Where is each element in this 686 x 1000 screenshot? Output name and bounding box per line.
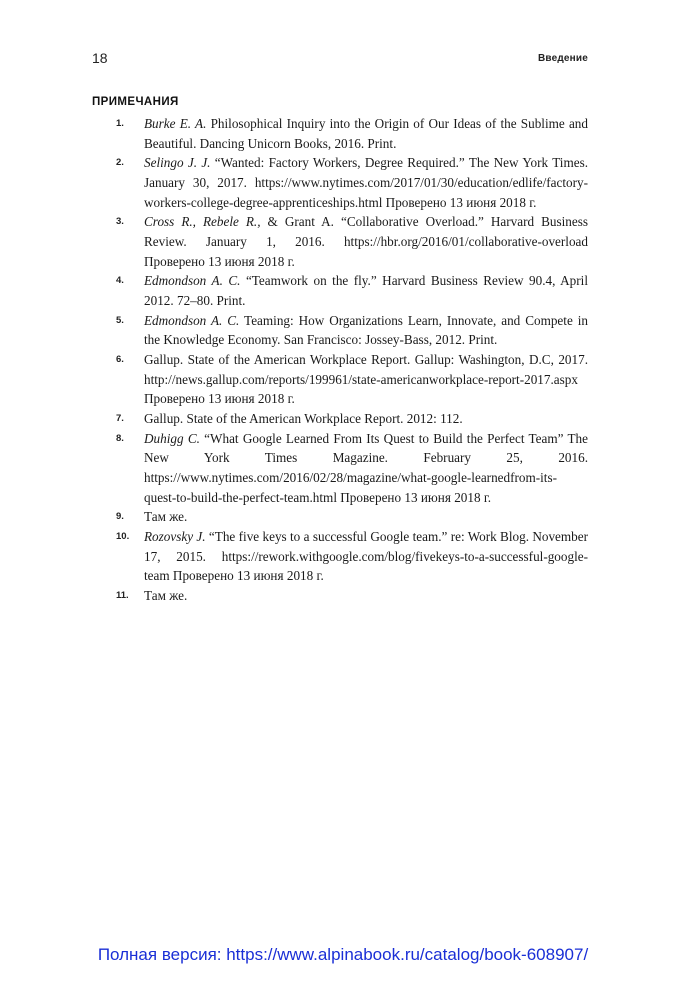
- note-number: 4.: [116, 275, 124, 287]
- note-item: [92, 507, 588, 527]
- note-item: [92, 153, 588, 212]
- notes-list: [92, 114, 588, 606]
- note-item: [92, 350, 588, 409]
- note-text: [144, 527, 588, 586]
- note-number: 2.: [116, 157, 124, 169]
- note-number: 8.: [116, 432, 124, 444]
- note-author: Edmondson A. C.: [144, 273, 241, 289]
- note-body: Gallup. State of the American Workplace Report. 2012: 112.: [144, 411, 463, 427]
- note-body: Там же.: [144, 588, 188, 604]
- note-author: Edmondson A. C.: [144, 312, 240, 328]
- note-author: Burke E. A.: [144, 116, 207, 131]
- note-body: Там же.: [144, 509, 188, 525]
- section-title: ПРИМЕЧАНИЯ: [92, 96, 179, 108]
- note-text: [144, 271, 588, 310]
- page-number: 18: [92, 50, 108, 66]
- note-item: [92, 212, 588, 271]
- note-text: [144, 212, 588, 271]
- note-body: “Wanted: Factory Workers, Degree Required.” The New York Times. January 30, 2017. https://www.nytimes.com/2017/01/30/education/edlife/factory-workers-college-degree-apprenticeships.html Проверено 13 июня 2018 г.: [144, 155, 588, 210]
- note-number: 9.: [116, 511, 124, 523]
- note-text: [144, 311, 588, 350]
- note-body: “Teamwork on the fly.” Harvard Business Review 90.4, April 2012. 72–80. Print.: [144, 273, 588, 308]
- note-number: 5.: [116, 314, 124, 326]
- note-author: Cross R., Rebele R.,: [144, 214, 261, 230]
- note-body: Teaming: How Organizations Learn, Innovate, and Compete in the Knowledge Economy. San Francisco: Jossey-Bass, 2012. Print.: [144, 312, 588, 348]
- note-text: [144, 114, 588, 153]
- running-head: Введение: [537, 53, 588, 64]
- note-number: 6.: [116, 354, 124, 366]
- full-version-link[interactable]: Полная версия: https://www.alpinabook.ru/catalog/book-608907/: [97, 945, 589, 964]
- note-item: [92, 527, 588, 586]
- note-item: [92, 586, 588, 606]
- note-author: Rozovsky J.: [144, 529, 206, 545]
- note-text: [144, 153, 588, 212]
- note-number: 1.: [116, 118, 124, 129]
- note-author: Duhigg C.: [144, 430, 200, 446]
- note-text: [144, 586, 588, 606]
- note-item: [92, 114, 588, 153]
- note-number: 11.: [116, 590, 129, 602]
- note-text: [144, 409, 588, 429]
- note-item: [92, 429, 588, 507]
- note-item: [92, 311, 588, 350]
- note-item: [92, 271, 588, 310]
- note-number: 10.: [116, 531, 130, 543]
- note-body: “What Google Learned From Its Quest to Build the Perfect Team” The New York Times Magazine. February 25, 2016. https://www.nytimes.com/2016/02/28/magazine/what-google-learnedfrom-its-quest-to-build-the-perfect-team.html Проверено 13 июня 2018 г.: [144, 430, 588, 505]
- note-number: 7.: [116, 413, 124, 425]
- note-text: [144, 350, 588, 409]
- note-text: [144, 507, 588, 527]
- note-body: Philosophical Inquiry into the Origin of Our Ideas of the Sublime and Beautiful. Dancing Unicorn Books, 2016. Print.: [144, 116, 588, 151]
- note-number: 3.: [116, 216, 124, 228]
- note-text: [144, 429, 588, 507]
- note-body: Gallup. State of the American Workplace Report. Gallup: Washington, D.C, 2017. http://news.gallup.com/reports/199961/state-americanworkplace-report-2017.aspx Проверено 13 июня 2018 г.: [144, 352, 588, 407]
- note-author: Selingo J. J.: [144, 155, 211, 171]
- note-body: & Grant A. “Collaborative Overload.” Harvard Business Review. January 1, 2016. https://hbr.org/2016/01/collaborative-overload Проверено 13 июня 2018 г.: [144, 214, 588, 269]
- note-body: “The five keys to a successful Google team.” re: Work Blog. November 17, 2015. https://rework.withgoogle.com/blog/fivekeys-to-a-successful-google-team Проверено 13 июня 2018 г.: [144, 529, 589, 584]
- note-item: [92, 409, 588, 429]
